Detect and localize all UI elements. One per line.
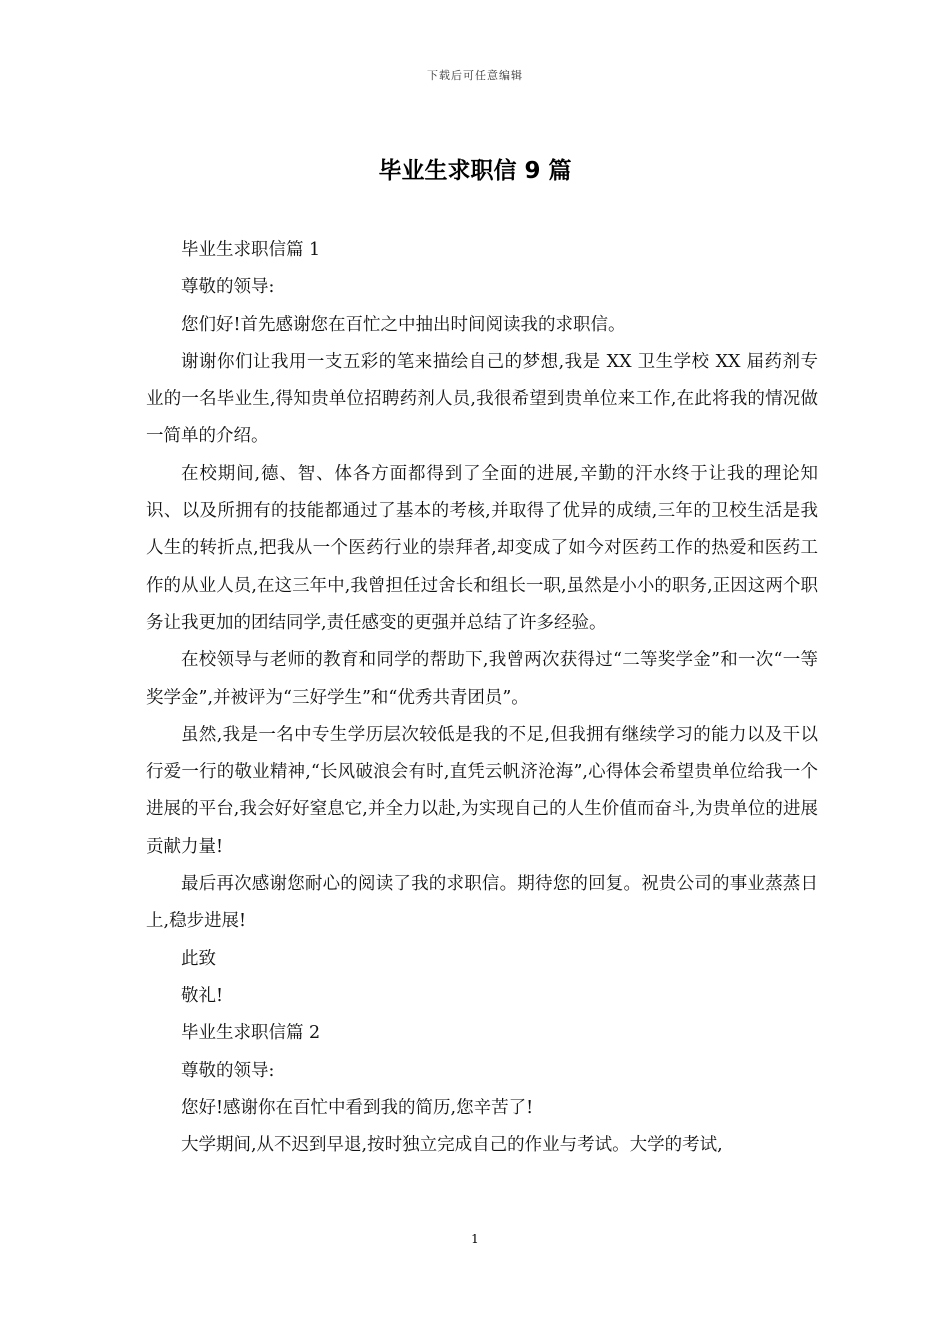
section-heading: 毕业生求职信篇 1 [181,240,321,260]
paragraph: 您好!感谢你在百忙中看到我的简历,您辛苦了! [181,1097,534,1118]
paragraph: 您们好!首先感谢您在百忙之中抽出时间阅读我的求职信。 [181,314,626,335]
paragraph: 谢谢你们让我用一支五彩的笔来描绘自己的梦想,我是 XX 卫生学校 XX 届药剂专业的一名毕业生,得知贵单位招聘药剂人员,我很希望到贵单位来工作,在此将我的情况做一简单的介绍。 [146,351,818,447]
paragraph: 在校期间,德、智、体各方面都得到了全面的进展,辛勤的汗水终于让我的理论知识、以及所拥有的技能都通过了基本的考核,并取得了优异的成绩,三年的卫校生活是我人生的转折点,把我从一个医药行业的崇拜者,却变成了如今对医药工作的热爱和医药工作的从业人员,在这三年中,我曾担任过舍长和组长一职,虽然是小小的职务,正因这两个职务让我更加的团结同学,责任感变的更强并总结了许多经验。 [146,463,818,633]
paragraph: 大学期间,从不迟到早退,按时独立完成自己的作业与考试。大学的考试, [181,1135,723,1156]
closing: 敬礼! [181,985,224,1006]
closing: 此致 [181,948,216,969]
salutation: 尊敬的领导: [181,1060,275,1081]
document-title: 毕业生求职信 9 篇 [378,158,572,184]
document-body [146,232,818,1164]
page-number: 1 [471,1232,479,1246]
header-note: 下载后可任意编辑 [427,69,523,82]
paragraph: 在校领导与老师的教育和同学的帮助下,我曾两次获得过“二等奖学金”和一次“一等奖学金”,并被评为“三好学生”和“优秀共青团员”。 [146,650,818,708]
paragraph: 最后再次感谢您耐心的阅读了我的求职信。期待您的回复。祝贵公司的事业蒸蒸日上,稳步进展! [146,874,818,932]
section-heading: 毕业生求职信篇 2 [181,1023,321,1044]
paragraph: 虽然,我是一名中专生学历层次较低是我的不足,但我拥有继续学习的能力以及干以行爱一行的敬业精神,“长风破浪会有时,直凭云帆济沧海”,心得体会希望贵单位给我一个进展的平台,我会好好窒息它,并全力以赴,为实现自己的人生价值而奋斗,为贵单位的进展贡献力量! [146,724,818,857]
salutation: 尊敬的领导: [181,277,275,298]
